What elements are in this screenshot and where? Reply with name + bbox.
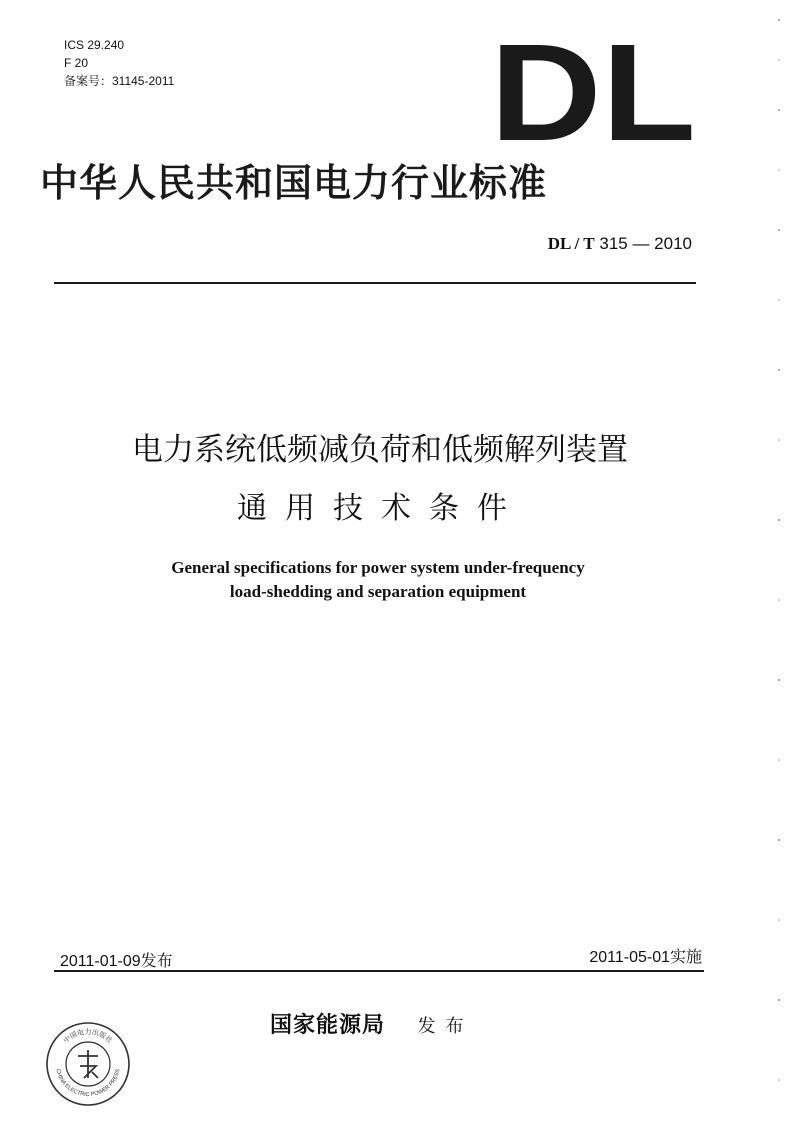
ccs-code: F 20 — [64, 56, 89, 70]
publisher-name: 国家能源局 — [270, 1012, 386, 1038]
footer-divider — [54, 970, 704, 972]
document-title-en — [0, 556, 756, 604]
ics-code: ICS 29.240 — [64, 38, 125, 52]
svg-text:中国电力出版社: 中国电力出版社 — [62, 1028, 114, 1045]
dl-logo-text: DL — [490, 36, 696, 148]
standard-prefix: DL / T — [547, 234, 595, 253]
document-title-cn: 电力系统低频减负荷和低频解列装置 — [132, 432, 628, 468]
document-title-en-line1: General specifications for power system under-frequency — [171, 558, 585, 577]
record-number: 备案号：31145-2011 — [64, 74, 175, 88]
scan-edge-marks — [776, 0, 782, 1124]
publisher-seal-icon — [44, 1020, 132, 1108]
metadata-block — [64, 36, 174, 90]
publisher-verb: 发布 — [417, 1016, 474, 1037]
publisher-line — [270, 1008, 473, 1039]
standard-number — [548, 234, 692, 254]
implementation-date: 2011-05-01实施 — [589, 949, 702, 966]
document-title-en-line2: load-shedding and separation equipment — [229, 582, 527, 601]
standard-code: 315 — 2010 — [599, 234, 692, 253]
header-divider — [54, 282, 696, 284]
document-title-cn-line2: 通用技术条件 — [237, 491, 525, 526]
dl-logo — [488, 36, 698, 148]
standard-category-title: 中华人民共和国电力行业标准 — [40, 161, 548, 205]
issue-date: 2011-01-09发布 — [60, 953, 173, 970]
svg-text:CHINA ELECTRIC POWER PRESS: CHINA ELECTRIC POWER PRESS — [54, 1068, 122, 1099]
